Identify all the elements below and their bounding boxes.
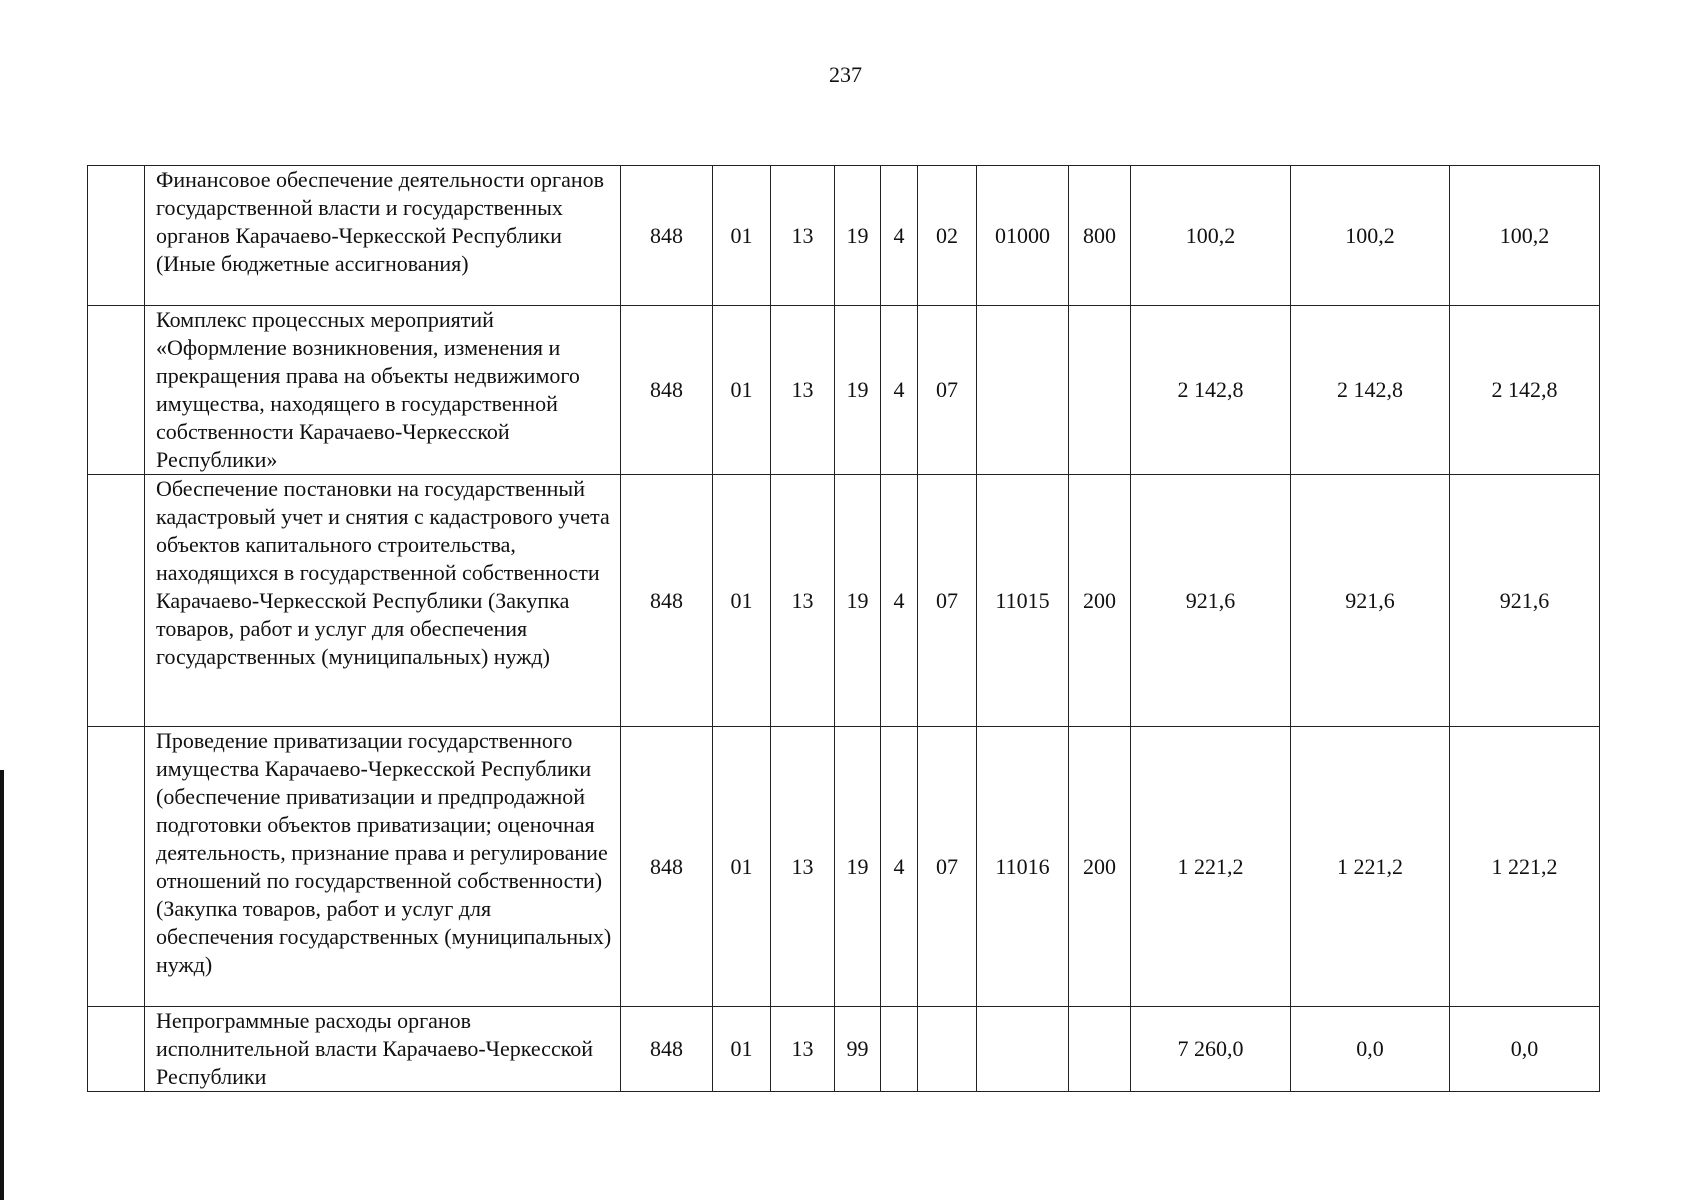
program-code-cell: 19 (835, 727, 881, 1007)
section-code-cell: 01 (713, 1007, 771, 1092)
section-code-cell: 01 (713, 306, 771, 475)
event-code-cell (918, 1007, 977, 1092)
amount-1-cell: 921,6 (1131, 475, 1291, 727)
expense-type-cell: 200 (1069, 475, 1131, 727)
subsection-code-cell: 13 (771, 475, 835, 727)
subsection-code-cell: 13 (771, 306, 835, 475)
subprogram-code-cell: 4 (881, 475, 918, 727)
amount-3-cell: 2 142,8 (1450, 306, 1600, 475)
subsection-code-cell: 13 (771, 1007, 835, 1092)
description-cell: Комплекс процессных мероприятий «Оформление возникновения, изменения и прекращения права на объекты недвижимого имущества, находящего в государственной собственности Карачаево-Черкесской Республики» (145, 306, 621, 475)
subprogram-code-cell (881, 1007, 918, 1092)
table-body (88, 166, 1600, 1092)
ministry-code-cell: 848 (621, 166, 713, 306)
section-code-cell: 01 (713, 475, 771, 727)
page-number: 237 (829, 62, 862, 87)
expense-type-cell: 800 (1069, 166, 1131, 306)
subsection-code-cell: 13 (771, 166, 835, 306)
subsection-code-cell: 13 (771, 727, 835, 1007)
amount-1-cell: 1 221,2 (1131, 727, 1291, 1007)
amount-2-cell: 2 142,8 (1291, 306, 1450, 475)
amount-3-cell: 0,0 (1450, 1007, 1600, 1092)
row-number-cell (88, 1007, 145, 1092)
amount-2-cell: 921,6 (1291, 475, 1450, 727)
row-number-cell (88, 727, 145, 1007)
row-number-cell (88, 475, 145, 727)
table-row (88, 475, 1600, 727)
direction-code-cell: 11015 (977, 475, 1069, 727)
description-cell: Обеспечение постановки на государственный кадастровый учет и снятия с кадастрового учета объектов капитального строительства, находящихся в государственной собственности Карачаево-Черкесской Республики (Закупка товаров, работ и услуг для обеспечения государственных (муниципальных) нужд) (145, 475, 621, 727)
amount-1-cell: 7 260,0 (1131, 1007, 1291, 1092)
amount-3-cell: 1 221,2 (1450, 727, 1600, 1007)
row-number-cell (88, 166, 145, 306)
section-code-cell: 01 (713, 166, 771, 306)
ministry-code-cell: 848 (621, 1007, 713, 1092)
amount-3-cell: 100,2 (1450, 166, 1600, 306)
section-code-cell: 01 (713, 727, 771, 1007)
amount-1-cell: 2 142,8 (1131, 306, 1291, 475)
program-code-cell: 99 (835, 1007, 881, 1092)
program-code-cell: 19 (835, 166, 881, 306)
amount-2-cell: 100,2 (1291, 166, 1450, 306)
program-code-cell: 19 (835, 306, 881, 475)
amount-1-cell: 100,2 (1131, 166, 1291, 306)
table-row (88, 306, 1600, 475)
table-row (88, 727, 1600, 1007)
expense-type-cell: 200 (1069, 727, 1131, 1007)
direction-code-cell (977, 306, 1069, 475)
subprogram-code-cell: 4 (881, 306, 918, 475)
ministry-code-cell: 848 (621, 727, 713, 1007)
amount-2-cell: 1 221,2 (1291, 727, 1450, 1007)
description-cell: Непрограммные расходы органов исполнительной власти Карачаево-Черкесской Республики (145, 1007, 621, 1092)
event-code-cell: 07 (918, 727, 977, 1007)
ministry-code-cell: 848 (621, 475, 713, 727)
ministry-code-cell: 848 (621, 306, 713, 475)
description-cell: Проведение приватизации государственного имущества Карачаево-Черкесской Республики (обеспечение приватизации и предпродажной подготовки объектов приватизации; оценочная деятельность, признание права и регулирование отношений по государственной собственности) (Закупка товаров, работ и услуг для обеспечения государственных (муниципальных) нужд) (145, 727, 621, 1007)
subprogram-code-cell: 4 (881, 166, 918, 306)
subprogram-code-cell: 4 (881, 727, 918, 1007)
scan-edge-line (0, 770, 4, 1200)
direction-code-cell: 01000 (977, 166, 1069, 306)
event-code-cell: 07 (918, 475, 977, 727)
amount-3-cell: 921,6 (1450, 475, 1600, 727)
program-code-cell: 19 (835, 475, 881, 727)
direction-code-cell (977, 1007, 1069, 1092)
budget-table (87, 165, 1600, 1092)
table-row (88, 166, 1600, 306)
expense-type-cell (1069, 306, 1131, 475)
row-number-cell (88, 306, 145, 475)
event-code-cell: 02 (918, 166, 977, 306)
amount-2-cell: 0,0 (1291, 1007, 1450, 1092)
direction-code-cell: 11016 (977, 727, 1069, 1007)
description-cell: Финансовое обеспечение деятельности органов государственной власти и государственных органов Карачаево-Черкесской Республики (Иные бюджетные ассигнования) (145, 166, 621, 306)
table-row (88, 1007, 1600, 1092)
event-code-cell: 07 (918, 306, 977, 475)
expense-type-cell (1069, 1007, 1131, 1092)
